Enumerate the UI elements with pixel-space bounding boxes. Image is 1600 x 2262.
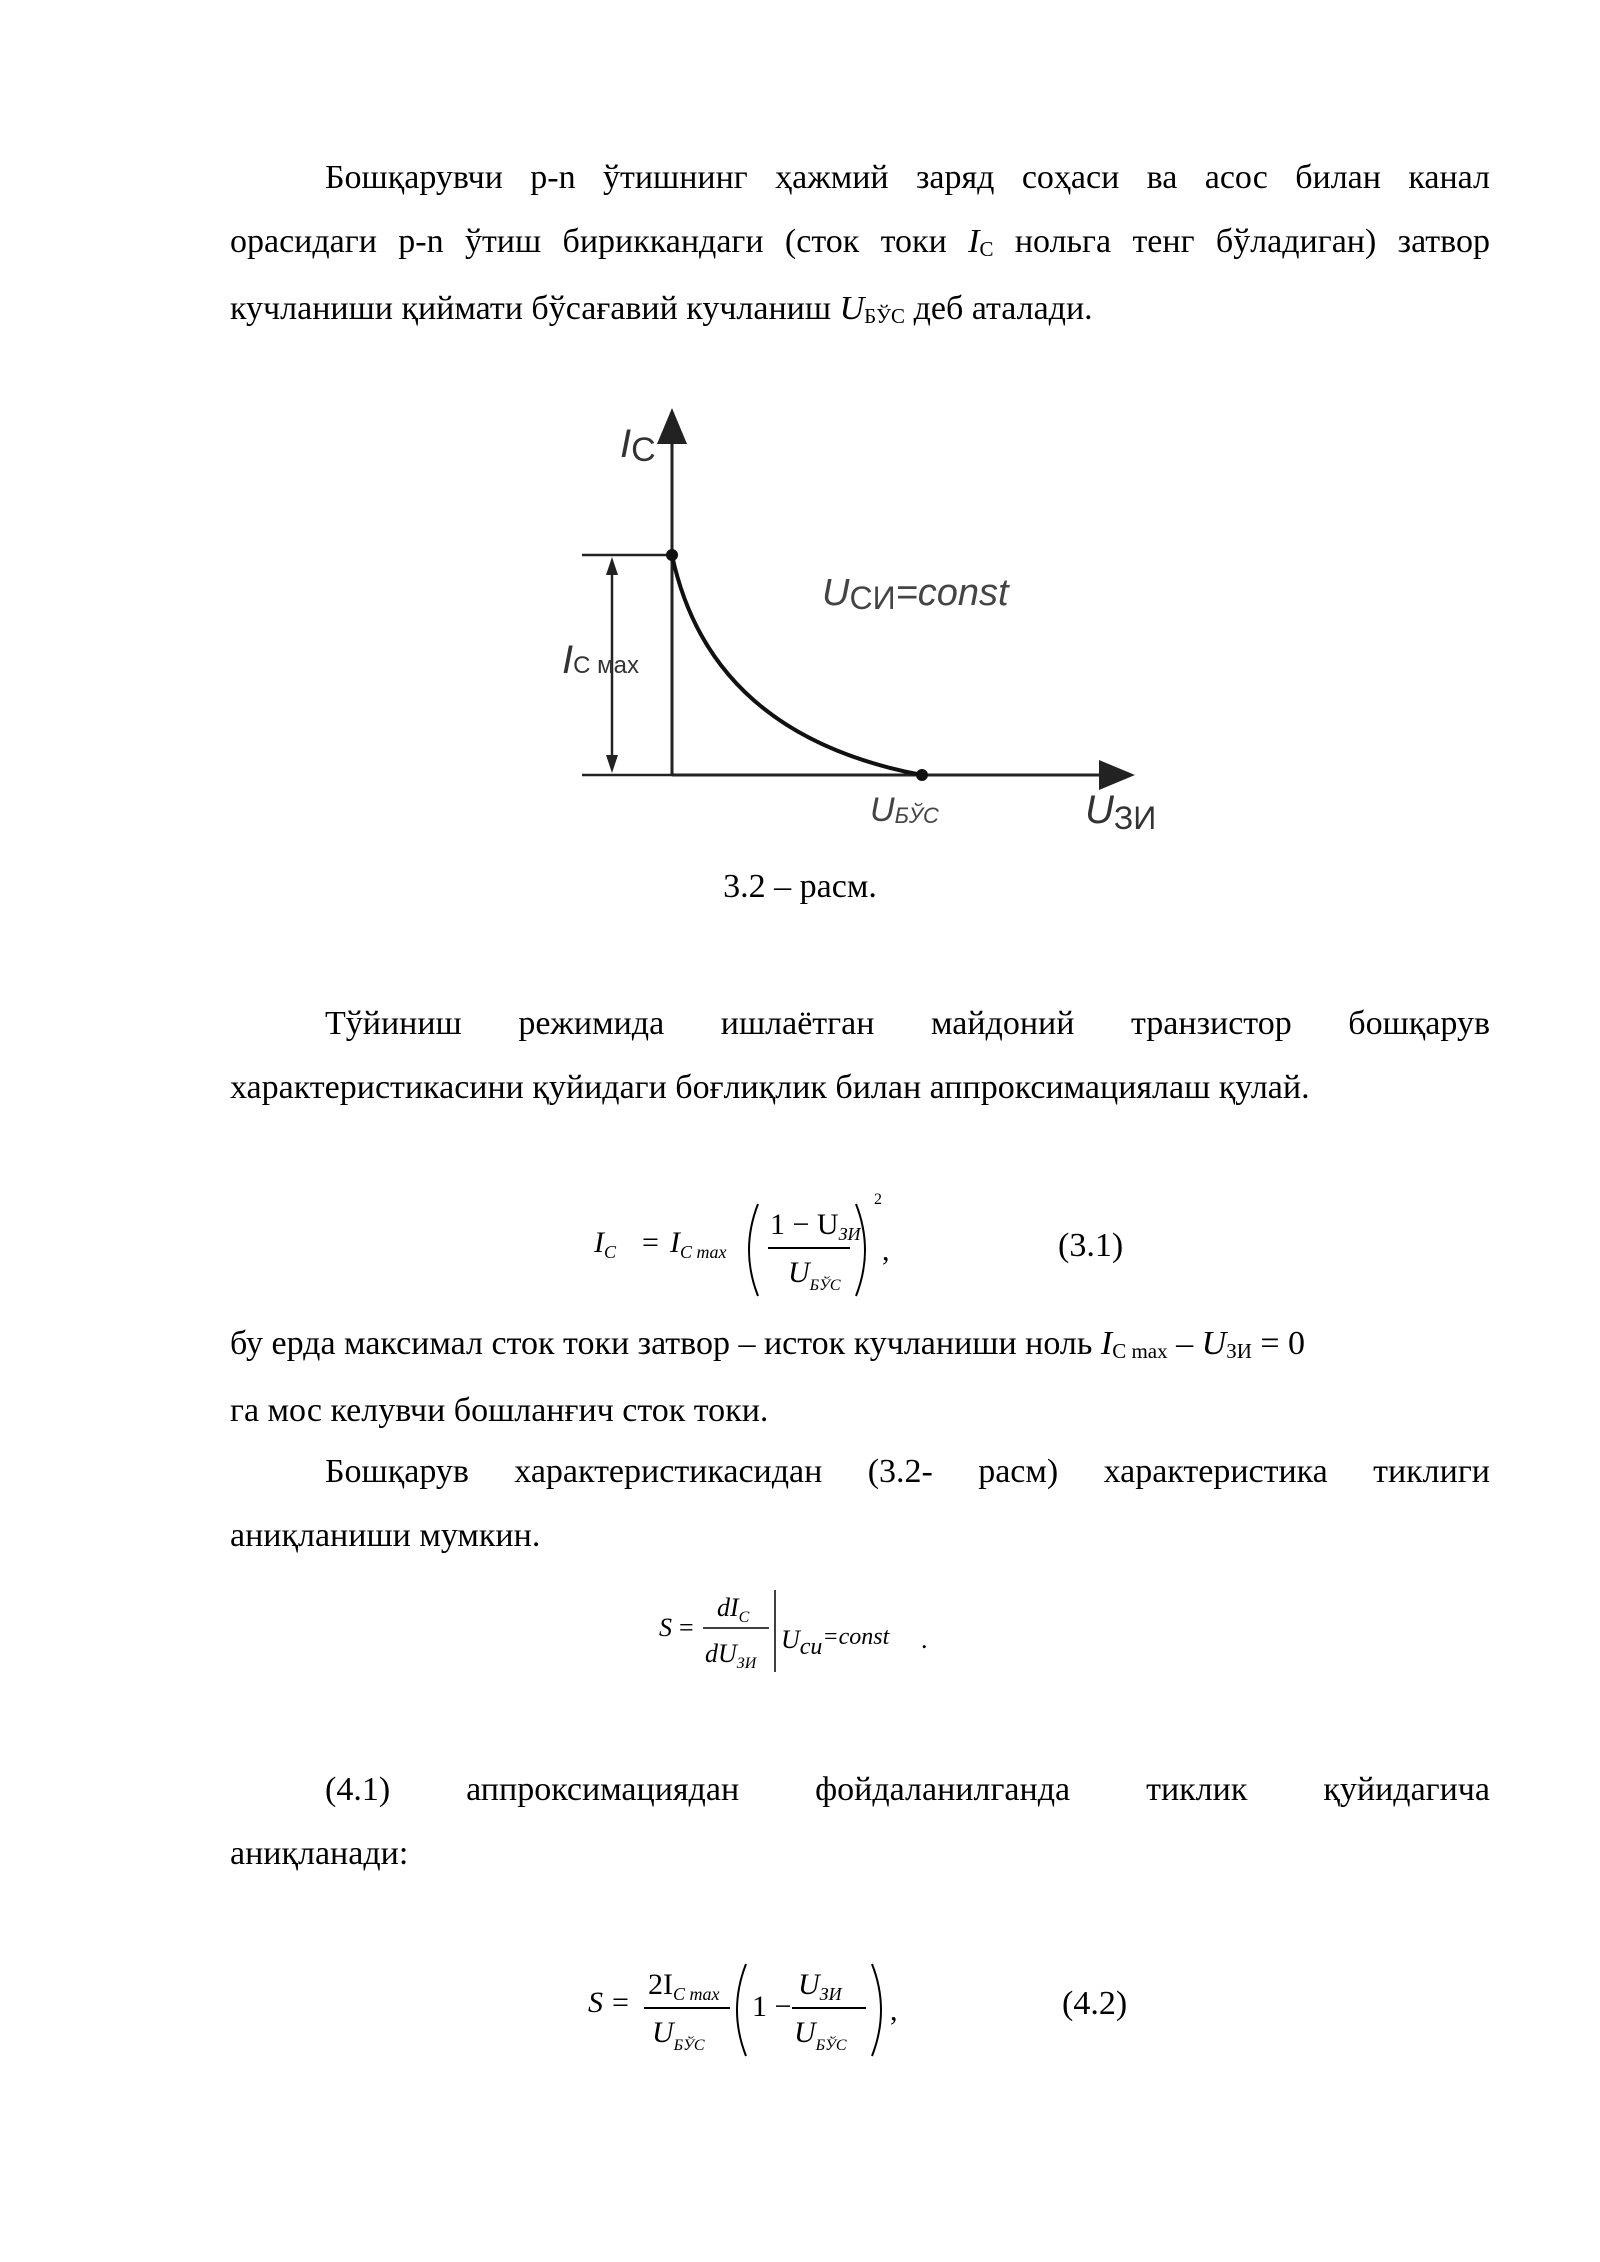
curve-condition-label [822, 572, 1010, 616]
formula-inner-denominator [794, 2016, 847, 2054]
sym-sub: БЎС [815, 2037, 847, 2054]
paren-right [856, 1204, 865, 1296]
sym: U [794, 2016, 816, 2049]
point-imax [666, 549, 678, 561]
sym-sub: C max [673, 1984, 720, 2004]
para1-line1: Бошқарувчи p-n ўтишнинг ҳажмий заряд соҳаси ва асос билан канал [325, 159, 1490, 196]
formula-dot: . [921, 1625, 928, 1654]
symbol-u: U [1201, 1325, 1227, 1362]
para4-line2: аниқланиши мумкин. [230, 1517, 541, 1554]
para5-line1 [230, 1758, 1490, 1822]
imax-arrowhead-down [606, 755, 618, 773]
paren-left [737, 1964, 746, 2056]
sym: 1 − U [770, 1208, 839, 1241]
paragraph-slope-from-approx [230, 1758, 1490, 1886]
label-sub: БЎС [894, 803, 939, 828]
formula-comma: , [882, 1234, 890, 1267]
sym-sub: БЎС [673, 2037, 705, 2054]
formula-eq: = [679, 1613, 694, 1642]
para5-word: тиклик [1146, 1771, 1248, 1808]
paren-right [872, 1964, 881, 2056]
formula-eq: = [612, 1986, 629, 2019]
sym: 2I [648, 1968, 673, 2001]
formula-numerator [770, 1208, 862, 1244]
point-threshold [916, 769, 928, 781]
formula-numerator [717, 1593, 750, 1626]
symbol-u: U [839, 290, 865, 327]
label-sub: ЗИ [1113, 800, 1157, 836]
paragraph-approximation [230, 992, 1490, 1120]
formula-comma: , [890, 1994, 898, 2027]
equation-number-3-1: (3.1) [1058, 1227, 1124, 1264]
sym: dU [705, 1639, 737, 1668]
label-main: U [822, 572, 850, 614]
formula-lhs [593, 1226, 617, 1262]
label-rest: =const [895, 572, 1009, 614]
para5-word: қуйидагича [1323, 1771, 1490, 1808]
para5-word: (4.1) [325, 1771, 391, 1808]
label-sub: С мах [573, 652, 639, 679]
sym: I [670, 1226, 680, 1259]
paragraph-threshold-voltage [230, 146, 1490, 344]
formula-condition [781, 1624, 891, 1660]
formula-eq: = [642, 1226, 659, 1259]
formula-4-2 [584, 1950, 924, 2070]
para5-word: фойдаланилганда [815, 1771, 1071, 1808]
formula-inner-numerator [798, 1968, 843, 2004]
formula-denominator [652, 2016, 705, 2054]
sym: dI [717, 1593, 739, 1622]
symbol-ic: I [968, 223, 980, 260]
paren-left [749, 1204, 758, 1296]
para3-line2: га мос келувчи бошланғич сток токи. [230, 1392, 769, 1429]
para1-line3 [230, 277, 1490, 344]
sym-sub: C max [680, 1242, 727, 1262]
formula-slope-definition [655, 1582, 955, 1678]
label-sub: С [631, 431, 656, 469]
text-segment: кучланиши қиймати бўсағавий кучланиш [230, 290, 840, 327]
formula-one-minus: 1 − [752, 1990, 792, 2023]
formula-s: S [588, 1986, 603, 2019]
para4-line1: Бошқарув характеристикасидан (3.2- расм) характеристика тиклиги [325, 1453, 1490, 1490]
sym: U [781, 1625, 800, 1654]
sym: U [652, 2016, 674, 2049]
para5-line2: аниқланади: [230, 1835, 409, 1872]
formula-denominator [705, 1639, 758, 1672]
formula-power: 2 [874, 1191, 882, 1208]
formula-denominator [788, 1256, 841, 1294]
text-segment: = 0 [1251, 1325, 1306, 1362]
text-segment: бу ерда максимал сток токи затвор – исток кучланиши ноль [230, 1325, 1101, 1362]
para1-line2 [230, 210, 1490, 277]
threshold-label [870, 791, 939, 829]
symbol-ic: I [1100, 1325, 1113, 1362]
text-segment: орасидаги p-n ўтиш бириккандаги (сток токи [230, 223, 969, 260]
symbol-subscript: ЗИ [1226, 1339, 1252, 1363]
imax-label [562, 638, 639, 682]
sym-sub: C [738, 1609, 750, 1626]
label-sub: СИ [849, 580, 896, 616]
label-main: U [870, 791, 895, 829]
text-segment: деб аталади. [905, 290, 1093, 327]
sym-sub: ЗИ [736, 1655, 757, 1672]
para5-word: аппроксимациядан [466, 1771, 740, 1808]
sym-sub: си [799, 1634, 823, 1660]
symbol-subscript: БЎС [864, 304, 906, 328]
sym-sub: C [604, 1242, 617, 1262]
x-axis-label [1085, 788, 1156, 836]
sym: I [594, 1226, 604, 1259]
paragraph-max-current [230, 1312, 1490, 1443]
formula-3-1 [590, 1190, 910, 1310]
formula-numerator [648, 1968, 720, 2004]
label-main: U [1085, 788, 1114, 832]
equation-number-4-2: (4.2) [1062, 1985, 1128, 2022]
para2-line2: характеристикасини қуйидаги боғлиқлик билан аппроксимациялаш қулай. [230, 1069, 1310, 1106]
sym-rest: =const [822, 1624, 890, 1650]
y-axis-label [620, 422, 656, 469]
transfer-characteristic-figure [540, 405, 1180, 845]
text-segment: – [1167, 1325, 1202, 1362]
paragraph-slope [230, 1440, 1490, 1568]
sym-sub: ЗИ [819, 1984, 842, 2004]
text-segment: нольга тенг бўладиган) затвор [993, 223, 1490, 260]
sym-sub: БЎС [809, 1277, 841, 1294]
formula-imax [669, 1226, 727, 1262]
label-main: I [562, 638, 574, 682]
sym: U [788, 1256, 810, 1289]
sym: U [798, 1968, 820, 2001]
para2-line1: Тўйиниш режимида ишлаётган майдоний транзистор бошқарув [325, 1005, 1490, 1042]
formula-s: S [659, 1613, 672, 1642]
figure-caption: 3.2 – расм. [723, 868, 877, 905]
imax-arrowhead-up [606, 557, 618, 575]
para3-line1 [230, 1312, 1490, 1379]
symbol-subscript: С max [1112, 1339, 1168, 1363]
sym-sub: ЗИ [838, 1224, 861, 1244]
symbol-subscript: С [979, 237, 994, 261]
label-main: I [620, 422, 632, 466]
